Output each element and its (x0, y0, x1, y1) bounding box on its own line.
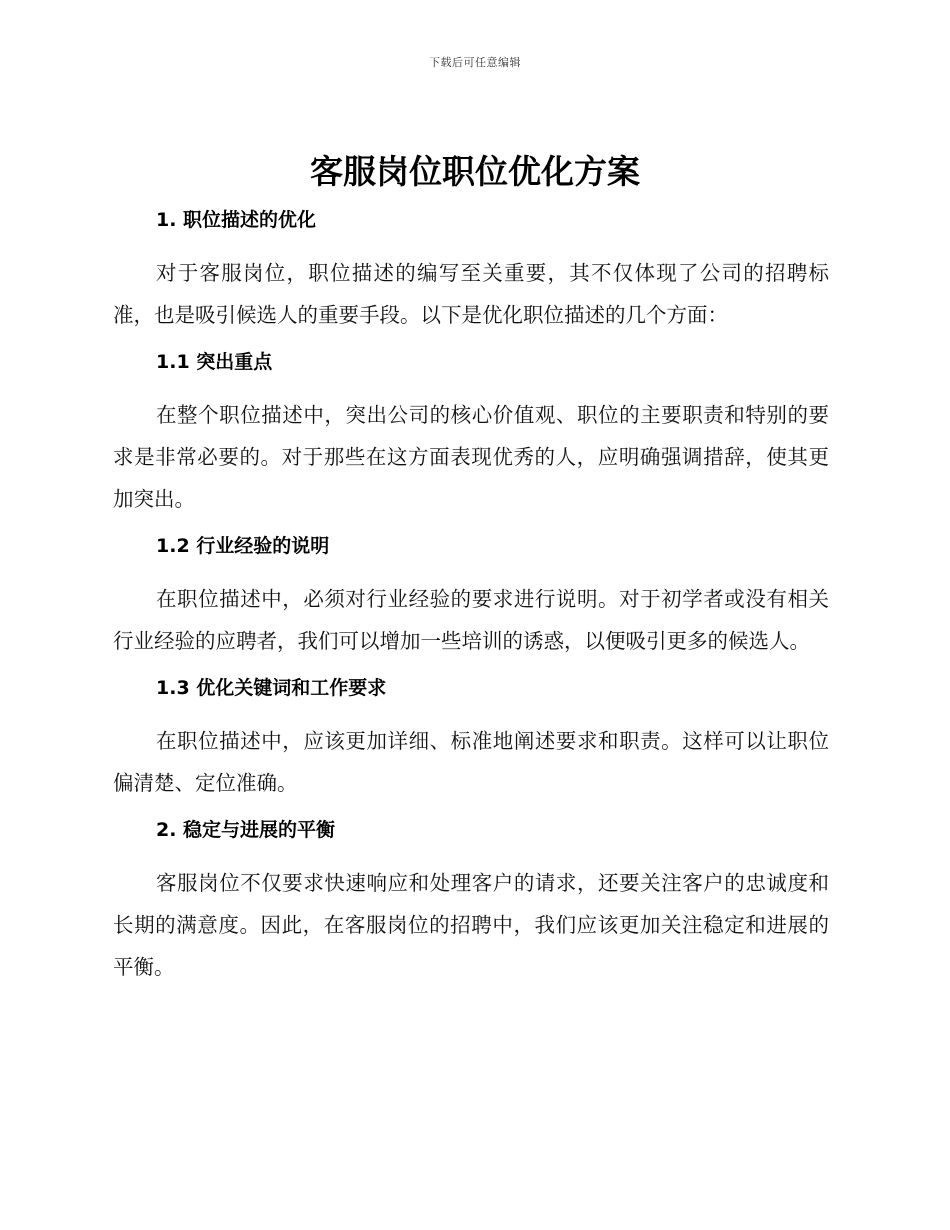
section-heading-1-3: 1.3 优化关键词和工作要求 (156, 677, 387, 699)
section-paragraph-2: 客服岗位不仅要求快速响应和处理客户的请求，还要关注客户的忠诚度和长期的满意度。因此，在客服岗位的招聘中，我们应该更加关注稳定和进展的平衡。 (113, 871, 829, 979)
section-paragraph-1-1: 在整个职位描述中，突出公司的核心价值观、职位的主要职责和特别的要求是非常必要的。对于那些在这方面表现优秀的人，应明确强调措辞，使其更加突出。 (113, 403, 829, 511)
section-heading-1-2: 1.2 行业经验的说明 (156, 535, 330, 557)
section-heading-2: 2. 稳定与进展的平衡 (156, 819, 336, 841)
section-paragraph-1: 对于客服岗位，职位描述的编写至关重要，其不仅体现了公司的招聘标准，也是吸引候选人的重要手段。以下是优化职位描述的几个方面： (113, 261, 829, 327)
section-heading-1: 1. 职位描述的优化 (156, 209, 317, 231)
section-heading-1-1: 1.1 突出重点 (156, 351, 273, 373)
section-paragraph-1-3: 在职位描述中，应该更加详细、标准地阐述要求和职责。这样可以让职位偏清楚、定位准确。 (113, 729, 829, 795)
header-note: 下载后可任意编辑 (429, 56, 521, 69)
section-paragraph-1-2: 在职位描述中，必须对行业经验的要求进行说明。对于初学者或没有相关行业经验的应聘者，我们可以增加一些培训的诱惑，以便吸引更多的候选人。 (113, 587, 829, 653)
document-body (113, 200, 829, 1002)
document-title: 客服岗位职位优化方案 (310, 152, 640, 191)
